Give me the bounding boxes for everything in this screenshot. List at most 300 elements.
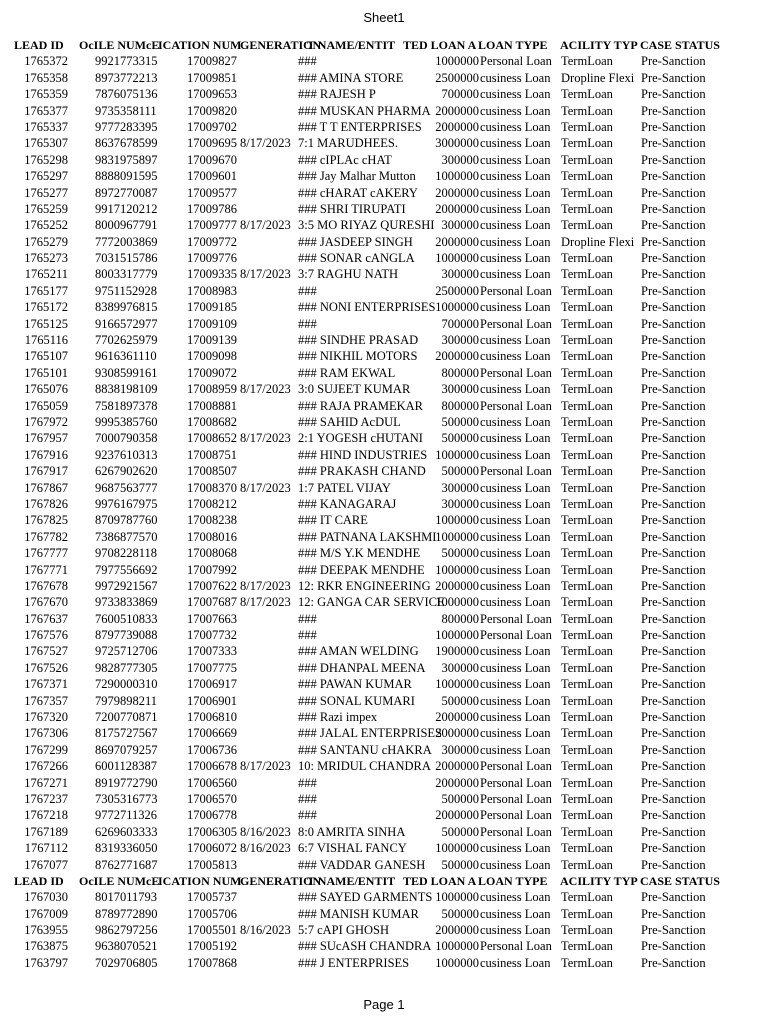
table-row (0, 955, 768, 971)
cell-client-name: ### (298, 611, 317, 626)
cell-facility-type: TermLoan (561, 808, 613, 823)
cell-application-number: 17009670 (187, 152, 237, 167)
cell-mobile-number: 7876075136 (95, 87, 158, 102)
cell-application-number: 17008212 (187, 496, 237, 511)
cell-client-name: ### SONAL KUMARI (298, 693, 415, 708)
cell-case-status: Pre-Sanction (641, 857, 706, 872)
cell-facility-type: TermLoan (561, 644, 613, 659)
cell-mobile-number: 9772711326 (95, 808, 158, 823)
cell-mobile-number: 7000790358 (95, 431, 158, 446)
header-facility-type: ACILITY TYP (560, 38, 638, 52)
cell-client-name: 1:7 PATEL VIJAY (298, 480, 391, 495)
cell-loan-type: Personal Loan (480, 611, 552, 626)
cell-loan-amount: 2000000 (435, 349, 479, 364)
table-row (0, 283, 768, 299)
cell-loan-amount: 2000000 (435, 234, 479, 249)
cell-loan-type: cusiness Loan (480, 414, 551, 429)
cell-lead-id: 1765259 (24, 201, 68, 216)
cell-loan-amount: 1000000 (435, 628, 479, 643)
cell-case-status: Pre-Sanction (641, 562, 706, 577)
cell-loan-amount: 300000 (441, 480, 479, 495)
cell-facility-type: TermLoan (561, 791, 613, 806)
cell-lead-id: 1765307 (24, 136, 68, 151)
cell-case-status: Pre-Sanction (641, 447, 706, 462)
cell-mobile-number: 9976167975 (95, 496, 158, 511)
cell-loan-amount: 500000 (441, 857, 479, 872)
cell-mobile-number: 9237610313 (95, 447, 158, 462)
cell-facility-type: Dropline Flexi (561, 234, 635, 249)
cell-case-status: Pre-Sanction (641, 824, 706, 839)
cell-mobile-number: 7979898211 (95, 693, 158, 708)
cell-application-number: 17007732 (187, 628, 237, 643)
cell-case-status: Pre-Sanction (641, 54, 706, 69)
cell-lead-id: 1767526 (24, 660, 68, 675)
cell-lead-id: 1767306 (24, 726, 68, 741)
cell-loan-type: Personal Loan (480, 808, 552, 823)
cell-case-status: Pre-Sanction (641, 316, 706, 331)
cell-facility-type: TermLoan (561, 710, 613, 725)
cell-mobile-number: 9831975897 (95, 152, 158, 167)
cell-application-number: 17009098 (187, 349, 237, 364)
cell-case-status: Pre-Sanction (641, 169, 706, 184)
table-row (0, 152, 768, 168)
cell-client-name: 2:1 YOGESH cHUTANI (298, 431, 423, 446)
table-row (0, 266, 768, 282)
cell-case-status: Pre-Sanction (641, 349, 706, 364)
cell-loan-type: cusiness Loan (480, 513, 551, 528)
cell-client-name: ### RAJESH P (298, 87, 376, 102)
table-row (0, 299, 768, 315)
cell-facility-type: TermLoan (561, 54, 613, 69)
cell-case-status: Pre-Sanction (641, 283, 706, 298)
cell-loan-amount: 500000 (441, 464, 479, 479)
cell-lead-id: 1767271 (24, 775, 68, 790)
header-generation-date: GENERATION (240, 873, 322, 888)
cell-loan-amount: 500000 (441, 693, 479, 708)
cell-facility-type: TermLoan (561, 398, 613, 413)
cell-facility-type: TermLoan (561, 923, 613, 938)
cell-facility-type: TermLoan (561, 611, 613, 626)
cell-application-number: 17006917 (187, 677, 237, 692)
cell-case-status: Pre-Sanction (641, 267, 706, 282)
cell-application-number: 17008507 (187, 464, 237, 479)
cell-lead-id: 1765076 (24, 382, 68, 397)
cell-mobile-number: 9687563777 (95, 480, 158, 495)
cell-mobile-number: 9708228118 (95, 546, 158, 561)
cell-case-status: Pre-Sanction (641, 218, 706, 233)
cell-facility-type: TermLoan (561, 759, 613, 774)
cell-lead-id: 1767826 (24, 496, 68, 511)
cell-loan-type: Personal Loan (480, 464, 552, 479)
cell-application-number: 17005706 (187, 906, 237, 921)
cell-client-name: ### DHANPAL MEENA (298, 660, 426, 675)
cell-facility-type: TermLoan (561, 185, 613, 200)
cell-client-name: ### M/S Y.K MENDHE (298, 546, 421, 561)
cell-application-number: 17008682 (187, 414, 237, 429)
cell-client-name: ### NONI ENTERPRISES (298, 300, 436, 315)
cell-application-number: 17009335 (187, 267, 237, 282)
cell-loan-type: Personal Loan (480, 365, 552, 380)
spreadsheet-grid (0, 37, 768, 971)
cell-client-name: 3:0 SUJEET KUMAR (298, 382, 411, 397)
cell-loan-amount: 2000000 (435, 726, 479, 741)
cell-lead-id: 1765107 (24, 349, 68, 364)
cell-loan-amount: 300000 (441, 333, 479, 348)
header-case-status: CASE STATUS (640, 873, 720, 888)
cell-loan-type: cusiness Loan (480, 923, 551, 938)
cell-case-status: Pre-Sanction (641, 234, 706, 249)
cell-application-number: 17005501 (187, 923, 237, 938)
cell-case-status: Pre-Sanction (641, 414, 706, 429)
cell-loan-type: cusiness Loan (480, 349, 551, 364)
cell-application-number: 17007868 (187, 955, 237, 970)
cell-loan-type: cusiness Loan (480, 169, 551, 184)
cell-lead-id: 1765125 (24, 316, 68, 331)
table-row (0, 103, 768, 119)
cell-mobile-number: 8637678599 (95, 136, 158, 151)
cell-client-name: ### KANAGARAJ (298, 496, 397, 511)
cell-case-status: Pre-Sanction (641, 808, 706, 823)
cell-mobile-number: 7031515786 (95, 251, 158, 266)
cell-client-name: ### SAHID AcDUL (298, 414, 401, 429)
cell-lead-id: 1765277 (24, 185, 68, 200)
cell-facility-type: TermLoan (561, 136, 613, 151)
cell-facility-type: TermLoan (561, 87, 613, 102)
cell-mobile-number: 8319336050 (95, 841, 158, 856)
cell-application-number: 17008751 (187, 447, 237, 462)
cell-lead-id: 1767782 (24, 529, 68, 544)
table-row (0, 332, 768, 348)
page-footer: Page 1 (363, 997, 405, 1012)
cell-client-name: 5:7 cAPI GHOSH (298, 923, 389, 938)
cell-client-name: ### SONAR cANGLA (298, 251, 415, 266)
cell-case-status: Pre-Sanction (641, 726, 706, 741)
cell-facility-type: TermLoan (561, 349, 613, 364)
cell-client-name: ### DEEPAK MENDHE (298, 562, 425, 577)
cell-client-name: ### (298, 283, 317, 298)
cell-loan-type: Personal Loan (480, 54, 552, 69)
cell-mobile-number: 9751152928 (95, 283, 158, 298)
cell-mobile-number: 7772003869 (95, 234, 158, 249)
cell-application-number: 17009820 (187, 103, 237, 118)
table-row (0, 135, 768, 151)
cell-loan-type: Personal Loan (480, 939, 552, 954)
cell-loan-amount: 2000000 (435, 923, 479, 938)
cell-lead-id: 1765252 (24, 218, 68, 233)
cell-generation-date: 8/17/2023 (240, 759, 291, 774)
cell-facility-type: TermLoan (561, 464, 613, 479)
cell-facility-type: TermLoan (561, 562, 613, 577)
cell-case-status: Pre-Sanction (641, 759, 706, 774)
cell-loan-type: cusiness Loan (480, 677, 551, 692)
cell-loan-type: Personal Loan (480, 316, 552, 331)
cell-mobile-number: 7702625979 (95, 333, 158, 348)
header-facility-type: ACILITY TYP (560, 873, 638, 888)
cell-case-status: Pre-Sanction (641, 644, 706, 659)
cell-lead-id: 1767972 (24, 414, 68, 429)
cell-facility-type: TermLoan (561, 431, 613, 446)
cell-mobile-number: 8797739088 (95, 628, 158, 643)
cell-loan-amount: 500000 (441, 906, 479, 921)
cell-generation-date: 8/16/2023 (240, 923, 291, 938)
cell-lead-id: 1765273 (24, 251, 68, 266)
cell-client-name: ### IT CARE (298, 513, 368, 528)
cell-loan-type: cusiness Loan (480, 87, 551, 102)
table-row (0, 840, 768, 856)
cell-case-status: Pre-Sanction (641, 906, 706, 921)
cell-application-number: 17009827 (187, 54, 237, 69)
cell-lead-id: 1767030 (24, 890, 68, 905)
cell-loan-type: Personal Loan (480, 628, 552, 643)
cell-case-status: Pre-Sanction (641, 742, 706, 757)
cell-mobile-number: 9308599161 (95, 365, 158, 380)
cell-case-status: Pre-Sanction (641, 365, 706, 380)
cell-client-name: ### AMAN WELDING (298, 644, 419, 659)
cell-client-name: ### PAWAN KUMAR (298, 677, 412, 692)
cell-facility-type: TermLoan (561, 824, 613, 839)
cell-lead-id: 1767009 (24, 906, 68, 921)
cell-case-status: Pre-Sanction (641, 333, 706, 348)
cell-application-number: 17007992 (187, 562, 237, 577)
cell-facility-type: TermLoan (561, 218, 613, 233)
cell-facility-type: TermLoan (561, 103, 613, 118)
cell-client-name: ### PATNANA LAKSHMI (298, 529, 437, 544)
cell-case-status: Pre-Sanction (641, 710, 706, 725)
cell-mobile-number: 9638070521 (95, 939, 158, 954)
cell-loan-type: cusiness Loan (480, 103, 551, 118)
table-row (0, 938, 768, 954)
cell-facility-type: TermLoan (561, 169, 613, 184)
cell-loan-amount: 700000 (441, 87, 479, 102)
cell-lead-id: 1767077 (24, 857, 68, 872)
table-row (0, 693, 768, 709)
cell-facility-type: TermLoan (561, 939, 613, 954)
cell-mobile-number: 8000967791 (95, 218, 158, 233)
table-row (0, 512, 768, 528)
cell-loan-type: cusiness Loan (480, 562, 551, 577)
cell-mobile-number: 9862797256 (95, 923, 158, 938)
cell-facility-type: TermLoan (561, 382, 613, 397)
cell-loan-type: cusiness Loan (480, 955, 551, 970)
cell-loan-amount: 2500000 (435, 283, 479, 298)
cell-client-name: ### JASDEEP SINGH (298, 234, 413, 249)
cell-mobile-number: 9616361110 (95, 349, 157, 364)
cell-client-name: 3:7 RAGHU NATH (298, 267, 398, 282)
cell-client-name: 6:7 VISHAL FANCY (298, 841, 407, 856)
cell-lead-id: 1765372 (24, 54, 68, 69)
cell-loan-amount: 1000000 (435, 595, 479, 610)
cell-case-status: Pre-Sanction (641, 546, 706, 561)
cell-mobile-number: 9777283395 (95, 119, 158, 134)
cell-loan-amount: 700000 (441, 316, 479, 331)
cell-generation-date: 8/17/2023 (240, 218, 291, 233)
cell-loan-type: cusiness Loan (480, 234, 551, 249)
cell-facility-type: TermLoan (561, 955, 613, 970)
header-lead-id: LEAD ID (14, 873, 64, 888)
cell-mobile-number: 8762771687 (95, 857, 158, 872)
cell-facility-type: TermLoan (561, 628, 613, 643)
cell-application-number: 17009185 (187, 300, 237, 315)
cell-application-number: 17008238 (187, 513, 237, 528)
cell-mobile-number: 8888091595 (95, 169, 158, 184)
cell-application-number: 17009777 (187, 218, 237, 233)
cell-loan-type: cusiness Loan (480, 119, 551, 134)
cell-loan-type: cusiness Loan (480, 906, 551, 921)
cell-lead-id: 1763955 (24, 923, 68, 938)
header-loan-amount: TED LOAN A (403, 873, 477, 888)
table-row (0, 643, 768, 659)
cell-loan-amount: 300000 (441, 382, 479, 397)
cell-facility-type: Dropline Flexi (561, 70, 635, 85)
cell-facility-type: TermLoan (561, 693, 613, 708)
cell-client-name: ### SUcASH CHANDRA (298, 939, 432, 954)
cell-lead-id: 1763875 (24, 939, 68, 954)
header-client-name: T NAME/ENTIT (307, 873, 396, 888)
cell-client-name: 7:1 MARUDHEES. (298, 136, 399, 151)
cell-mobile-number: 6001128387 (95, 759, 158, 774)
cell-lead-id: 1767670 (24, 595, 68, 610)
cell-loan-type: cusiness Loan (480, 152, 551, 167)
cell-case-status: Pre-Sanction (641, 660, 706, 675)
cell-application-number: 17007775 (187, 660, 237, 675)
cell-client-name: ### VADDAR GANESH (298, 857, 426, 872)
cell-loan-amount: 300000 (441, 660, 479, 675)
cell-client-name: ### SAYED GARMENTS (298, 890, 433, 905)
table-row (0, 316, 768, 332)
cell-application-number: 17009695 (187, 136, 237, 151)
cell-facility-type: TermLoan (561, 906, 613, 921)
cell-lead-id: 1767527 (24, 644, 68, 659)
cell-application-number: 17008068 (187, 546, 237, 561)
cell-loan-amount: 500000 (441, 824, 479, 839)
cell-loan-type: cusiness Loan (480, 447, 551, 462)
cell-case-status: Pre-Sanction (641, 70, 706, 85)
cell-lead-id: 1767357 (24, 693, 68, 708)
cell-lead-id: 1767825 (24, 513, 68, 528)
cell-client-name: ### SHRI TIRUPATI (298, 201, 406, 216)
cell-mobile-number: 7029706805 (95, 955, 158, 970)
cell-loan-amount: 2000000 (435, 759, 479, 774)
cell-application-number: 17006778 (187, 808, 237, 823)
cell-lead-id: 1767917 (24, 464, 68, 479)
cell-facility-type: TermLoan (561, 677, 613, 692)
cell-loan-type: cusiness Loan (480, 693, 551, 708)
cell-lead-id: 1765101 (24, 365, 68, 380)
cell-loan-amount: 2000000 (435, 201, 479, 216)
cell-client-name: 10: MRIDUL CHANDRA (298, 759, 431, 774)
table-row (0, 480, 768, 496)
cell-facility-type: TermLoan (561, 119, 613, 134)
cell-case-status: Pre-Sanction (641, 628, 706, 643)
cell-case-status: Pre-Sanction (641, 119, 706, 134)
cell-loan-amount: 500000 (441, 546, 479, 561)
cell-case-status: Pre-Sanction (641, 578, 706, 593)
cell-lead-id: 1767678 (24, 578, 68, 593)
cell-generation-date: 8/17/2023 (240, 480, 291, 495)
cell-loan-type: Personal Loan (480, 398, 552, 413)
cell-application-number: 17009776 (187, 251, 237, 266)
cell-mobile-number: 7200770871 (95, 710, 158, 725)
cell-loan-type: cusiness Loan (480, 890, 551, 905)
header-client-name: T NAME/ENTIT (307, 38, 396, 52)
cell-client-name: 3:5 MO RIYAZ QURESHI (298, 218, 435, 233)
cell-lead-id: 1767957 (24, 431, 68, 446)
cell-loan-type: cusiness Loan (480, 644, 551, 659)
cell-loan-amount: 2500000 (435, 70, 479, 85)
table-row (0, 447, 768, 463)
cell-application-number: 17009109 (187, 316, 237, 331)
cell-lead-id: 1765172 (24, 300, 68, 315)
table-row (0, 791, 768, 807)
cell-case-status: Pre-Sanction (641, 693, 706, 708)
cell-loan-amount: 1000000 (435, 562, 479, 577)
cell-case-status: Pre-Sanction (641, 611, 706, 626)
table-row (0, 398, 768, 414)
cell-mobile-number: 9995385760 (95, 414, 158, 429)
cell-generation-date: 8/16/2023 (240, 824, 291, 839)
cell-lead-id: 1767637 (24, 611, 68, 626)
table-row (0, 709, 768, 725)
cell-application-number: 17006736 (187, 742, 237, 757)
table-row (0, 234, 768, 250)
cell-application-number: 17005737 (187, 890, 237, 905)
cell-lead-id: 1765279 (24, 234, 68, 249)
cell-case-status: Pre-Sanction (641, 201, 706, 216)
cell-application-number: 17006669 (187, 726, 237, 741)
cell-application-number: 17009577 (187, 185, 237, 200)
header-lead-id: LEAD ID (14, 38, 64, 52)
cell-mobile-number: 7290000310 (95, 677, 158, 692)
cell-generation-date: 8/17/2023 (240, 382, 291, 397)
cell-client-name: ### HIND INDUSTRIES (298, 447, 428, 462)
table-row (0, 775, 768, 791)
cell-client-name: ### (298, 808, 317, 823)
cell-loan-amount: 2000000 (435, 119, 479, 134)
cell-case-status: Pre-Sanction (641, 251, 706, 266)
cell-loan-type: cusiness Loan (480, 201, 551, 216)
cell-client-name: ### SANTANU cHAKRA (298, 742, 432, 757)
cell-application-number: 17006901 (187, 693, 237, 708)
cell-application-number: 17009601 (187, 169, 237, 184)
cell-facility-type: TermLoan (561, 595, 613, 610)
cell-mobile-number: 8973772213 (95, 70, 158, 85)
cell-loan-amount: 2000000 (435, 710, 479, 725)
cell-loan-amount: 1000000 (435, 251, 479, 266)
cell-case-status: Pre-Sanction (641, 513, 706, 528)
cell-loan-type: cusiness Loan (480, 578, 551, 593)
cell-case-status: Pre-Sanction (641, 529, 706, 544)
cell-mobile-number: 7581897378 (95, 398, 158, 413)
cell-lead-id: 1765298 (24, 152, 68, 167)
cell-mobile-number: 8003317779 (95, 267, 158, 282)
cell-mobile-number: 9921773315 (95, 54, 158, 69)
cell-loan-type: cusiness Loan (480, 218, 551, 233)
cell-loan-amount: 300000 (441, 152, 479, 167)
cell-loan-amount: 1000000 (435, 955, 479, 970)
cell-case-status: Pre-Sanction (641, 923, 706, 938)
cell-loan-type: cusiness Loan (480, 185, 551, 200)
cell-loan-type: cusiness Loan (480, 529, 551, 544)
cell-client-name: ### SINDHE PRASAD (298, 333, 419, 348)
cell-loan-amount: 1000000 (435, 529, 479, 544)
cell-mobile-number: 8919772790 (95, 775, 158, 790)
cell-facility-type: TermLoan (561, 546, 613, 561)
header-application-number: ICATION NUM (158, 873, 242, 888)
header-row (0, 37, 768, 53)
cell-facility-type: TermLoan (561, 529, 613, 544)
cell-case-status: Pre-Sanction (641, 103, 706, 118)
cell-client-name: ### JALAL ENTERPRISES (298, 726, 442, 741)
